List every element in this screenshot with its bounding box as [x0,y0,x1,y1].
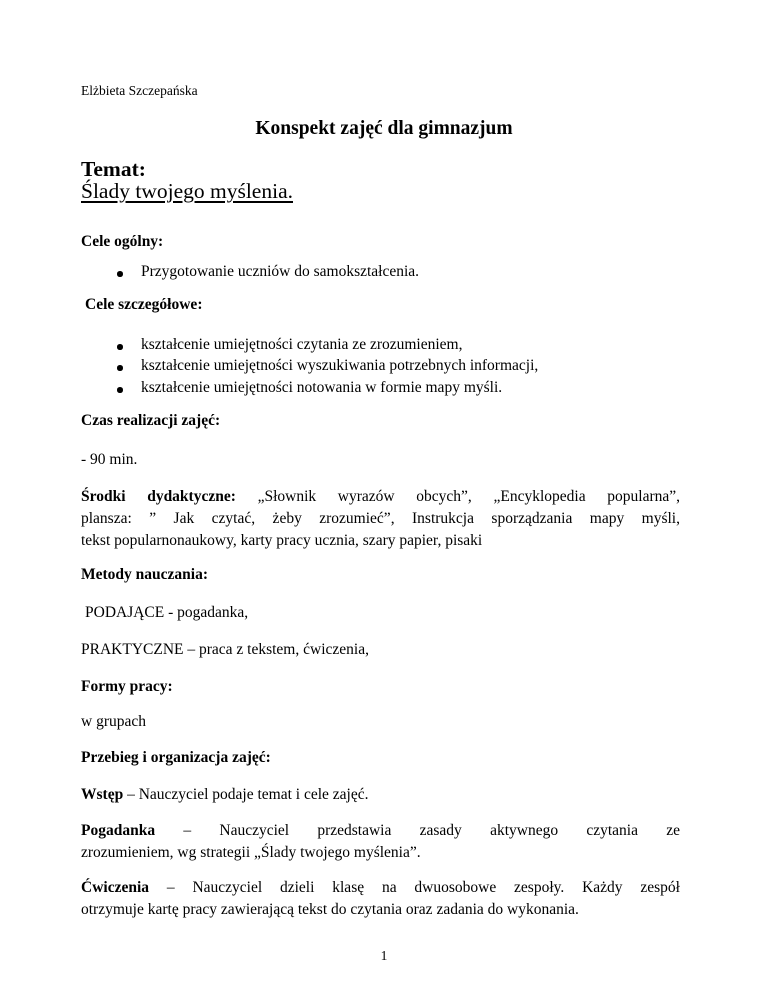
topic-label: Temat: [81,157,146,181]
teaching-aids-text: „Słownik wyrazów obcych”, „Encyklopedia popularna”, [257,488,680,505]
talk-label: Pogadanka [81,822,156,839]
page-number: 1 [380,948,388,963]
methods-heading: Metody nauczania: [81,566,209,583]
talk-text: – Nauczyciel przedstawia zasady aktywnego czytania ze [155,822,680,839]
teaching-aids-line2: plansza: ” Jak czytać, żeby zrozumieć”, Instrukcja sporządzania mapy myśli, [81,510,680,527]
duration-heading: Czas realizacji zajęć: [81,412,221,429]
method-item: PRAKTYCZNE – praca z tekstem, ćwiczenia, [81,641,369,658]
author-name: Elżbieta Szczepańska [81,83,198,98]
intro-label: Wstęp [81,786,124,803]
specific-goal-item: kształcenie umiejętności wyszukiwania potrzebnych informacji, [141,357,539,374]
exercise-label: Ćwiczenia [81,879,150,896]
bullet-icon [117,344,123,350]
general-goal-item: Przygotowanie uczniów do samokształcenia. [141,263,420,280]
specific-goal-item: kształcenie umiejętności czytania ze zrozumieniem, [141,336,463,353]
method-item: PODAJĄCE - pogadanka, [85,604,249,621]
specific-goal-item: kształcenie umiejętności notowania w formie mapy myśli. [141,379,503,396]
bullet-icon [117,387,123,393]
document-title: Konspekt zajęć dla gimnazjum [255,118,513,139]
exercise-line2: otrzymuje kartę pracy zawierającą tekst do czytania oraz zadania do wykonania. [81,901,579,918]
general-goals-heading: Cele ogólny: [81,233,164,250]
intro-text: – Nauczyciel podaje temat i cele zajęć. [123,786,369,803]
exercise-line1 [81,877,680,899]
forms-value: w grupach [81,713,146,730]
intro-paragraph [81,784,368,806]
teaching-aids-line1 [81,486,680,508]
bullet-icon [117,271,123,277]
talk-line1 [81,820,680,842]
forms-heading: Formy pracy: [81,678,173,695]
exercise-text: – Nauczyciel dzieli klasę na dwuosobowe zespoły. Każdy zespół [149,879,680,896]
teaching-aids-line3: tekst popularnonaukowy, karty pracy ucznia, szary papier, pisaki [81,532,483,549]
talk-line2: zrozumieniem, wg strategii „Ślady twojego myślenia”. [81,844,421,861]
topic-value: Ślady twojego myślenia. [81,179,293,203]
teaching-aids-label: Środki dydaktyczne: [81,488,236,505]
duration-value: - 90 min. [81,451,138,468]
specific-goals-heading: Cele szczegółowe: [85,296,203,313]
bullet-icon [117,365,123,371]
course-heading: Przebieg i organizacja zajęć: [81,749,271,766]
